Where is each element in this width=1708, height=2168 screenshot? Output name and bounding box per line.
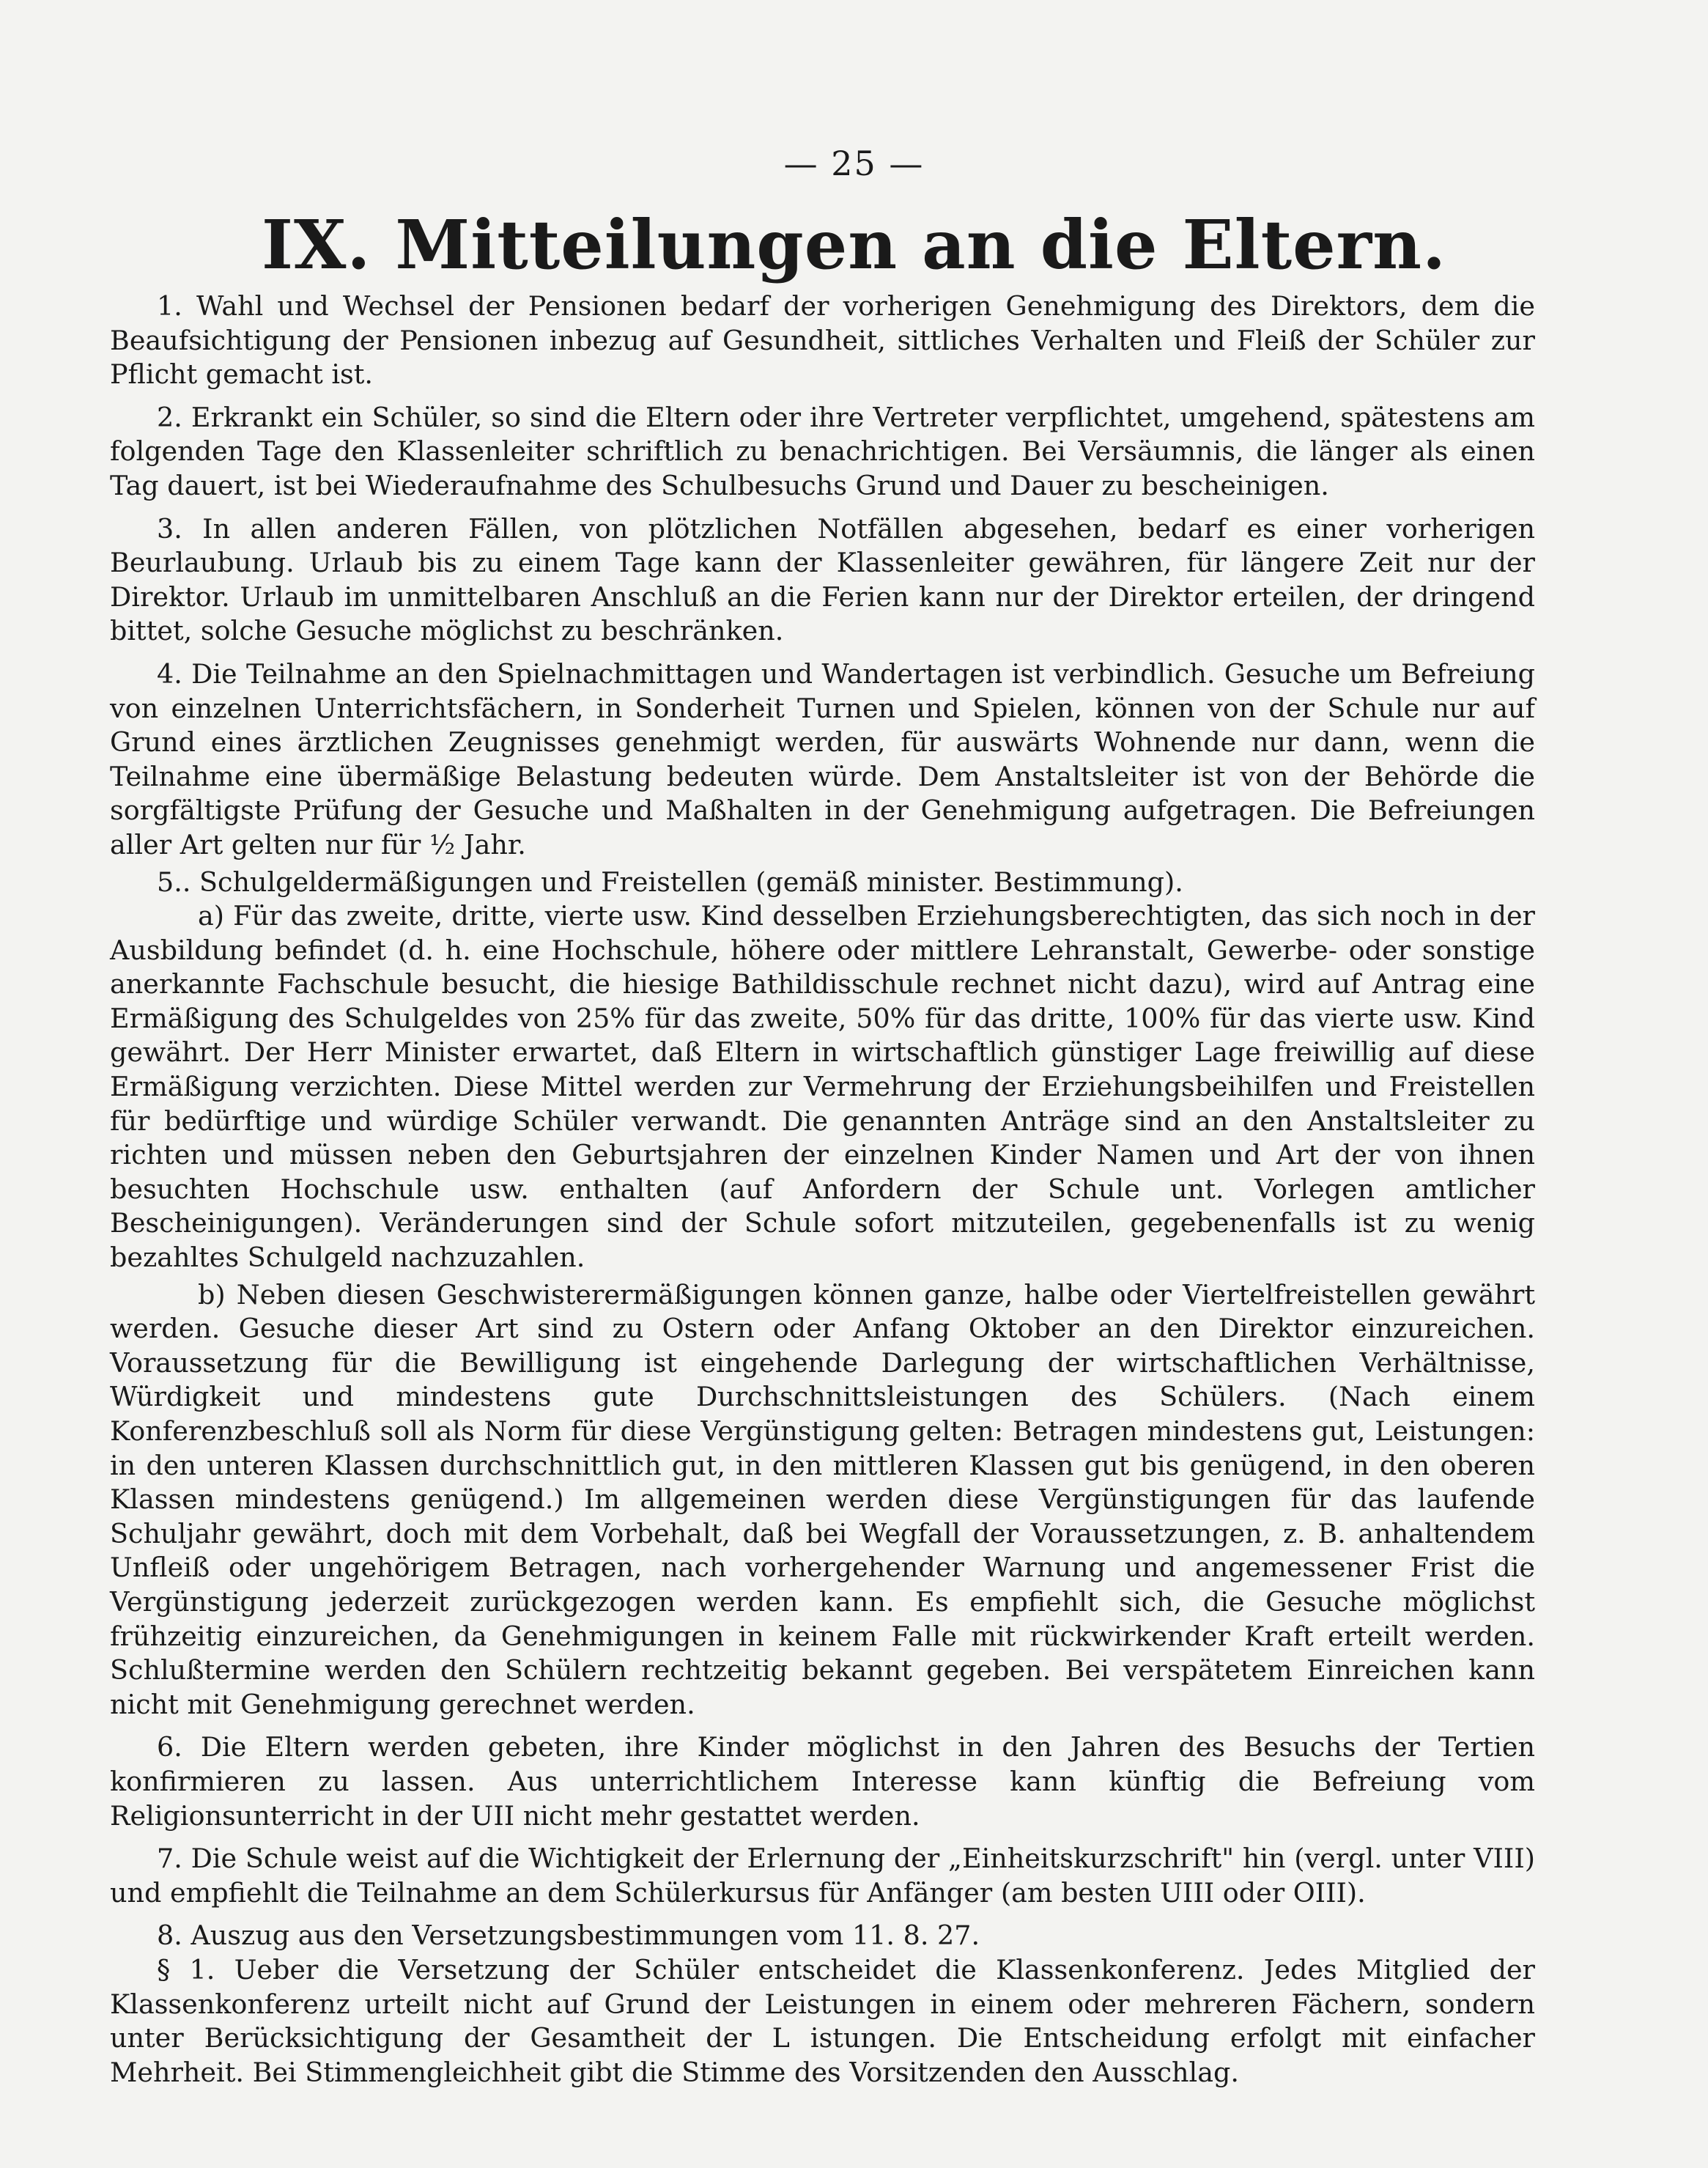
paragraph-4-spielnachmittage: 4. Die Teilnahme an den Spielnachmittagen und Wandertagen ist verbindlich. Gesuche um Befreiung von einzelnen Unterrichtsfächern, in Sonderheit Turnen und Spielen, können von der Schule nur auf Grund eines ärztlichen Zeugnisses genehmigt werden, für auswärts Wohnende nur dann, wenn die Teilnahme eine übermäßige Belastung bedeuten würde. Dem Anstaltsleiter ist von der Behörde die sorgfältigste Prüfung der Gesuche und Maßhalten in der Genehmigung aufgetragen. Die Befreiungen aller Art gelten nur für ½ Jahr. <box>110 657 1535 860</box>
page-number: — 25 — <box>783 144 925 183</box>
page-title: IX. Mitteilungen an die Eltern. <box>261 205 1447 284</box>
body-text <box>110 290 1535 2093</box>
paragraph-5-schulgeld-heading: 5.. Schulgeldermäßigungen und Freistellen (gemäß minister. Bestimmung). <box>157 866 1183 898</box>
paragraph-5a-geschwisterermaessigung: a) Für das zweite, dritte, vierte usw. Kind desselben Erziehungsberechtigten, das sich noch in der Ausbildung befindet (d. h. eine Hochschule, höhere oder mittlere Lehranstalt, Gewerbe- oder sonstige anerkannte Fachschule besucht, die hiesige Bathildisschule rechnet nicht dazu), wird auf Antrag eine Ermäßigung des Schulgeldes von 25% für das zweite, 50% für das dritte, 100% für das vierte usw. Kind gewährt. Der Herr Minister erwartet, daß Eltern in wirtschaftlich günstiger Lage freiwillig auf diese Ermäßigung verzichten. Diese Mittel werden zur Vermehrung der Erziehungsbeihilfen und Freistellen für bedürftige und würdige Schüler verwandt. Die genannten Anträge sind an den Anstaltsleiter zu richten und müssen neben den Geburtsjahren der einzelnen Kinder Namen und Art der von ihnen besuchten Hochschule usw. enthalten (auf Anfordern der Schule unt. Vorlegen amtlicher Bescheinigungen). Veränderungen sind der Schule sofort mitzuteilen, gegebenenfalls ist zu wenig bezahltes Schulgeld nachzuzahlen. <box>110 900 1535 1274</box>
paragraph-3-beurlaubung: 3. In allen anderen Fällen, von plötzlichen Notfällen abgesehen, bedarf es einer vorherigen Beurlaubung. Urlaub bis zu einem Tage kann der Klassenleiter gewähren, für längere Zeit nur der Direktor. Urlaub im unmittelbaren Anschluß an die Ferien kann nur der Direktor erteilen, der dringend bittet, solche Gesuche möglichst zu beschränken. <box>110 512 1535 647</box>
paragraph-1-pensionen: 1. Wahl und Wechsel der Pensionen bedarf der vorherigen Genehmigung des Direktors, dem die Beaufsichtigung der Pensionen inbezug auf Gesundheit, sittliches Verhalten und Fleiß der Schüler zur Pflicht gemacht ist. <box>110 290 1535 391</box>
paragraph-8-section-1: § 1. Ueber die Versetzung der Schüler entscheidet die Klassenkonferenz. Jedes Mitglied der Klassenkonferenz urteilt nicht auf Grund der Leistungen in einem oder mehreren Fächern, sondern unter Berücksichtigung der Gesamtheit der L istungen. Die Entscheidung erfolgt mit einfacher Mehrheit. Bei Stimmengleichheit gibt die Stimme des Vorsitzenden den Ausschlag. <box>110 1953 1535 2088</box>
paragraph-2-erkrankung: 2. Erkrankt ein Schüler, so sind die Eltern oder ihre Vertreter verpflichtet, umgehend, spätestens am folgenden Tage den Klassenleiter schriftlich zu benachrichtigen. Bei Versäumnis, die länger als einen Tag dauert, ist bei Wiederaufnahme des Schulbesuchs Grund und Dauer zu bescheinigen. <box>110 401 1535 501</box>
paragraph-7-einheitskurzschrift: 7. Die Schule weist auf die Wichtigkeit der Erlernung der „Einheitskurzschrift" hin (vergl. unter VIII) und empfiehlt die Teilnahme an dem Schülerkursus für Anfänger (am besten UIII oder OIII). <box>110 1843 1535 1909</box>
paragraph-8-versetzung-heading: 8. Auszug aus den Versetzungsbestimmungen vom 11. 8. 27. <box>157 1920 980 1952</box>
paragraph-5b-freistellen: b) Neben diesen Geschwisterermäßigungen können ganze, halbe oder Viertelfreistellen gewährt werden. Gesuche dieser Art sind zu Ostern oder Anfang Oktober an den Direktor einzureichen. Voraussetzung für die Bewilligung ist eingehende Darlegung der wirtschaftlichen Verhältnisse, Würdigkeit und mindestens gute Durchschnittsleistungen des Schülers. (Nach einem Konferenzbeschluß soll als Norm für diese Vergünstigung gelten: Betragen mindestens gut, Leistungen: in den unteren Klassen durchschnittlich gut, in den mittleren Klassen gut bis genügend, in den oberen Klassen mindestens genügend.) Im allgemeinen werden diese Vergünstigungen für das laufende Schuljahr gewährt, doch mit dem Vorbehalt, daß bei Wegfall der Voraussetzungen, z. B. anhaltendem Unfleiß oder ungehörigem Betragen, nach vorhergehender Warnung und angemessener Frist die Vergünstigung jederzeit zurückgezogen werden kann. Es empfiehlt sich, die Gesuche möglichst frühzeitig einzureichen, da Genehmigungen in keinem Falle mit rückwirkender Kraft erteilt werden. Schlußtermine werden den Schülern rechtzeitig bekannt gegeben. Bei verspätetem Einreichen kann nicht mit Genehmigung gerechnet werden. <box>110 1278 1535 1720</box>
paragraph-6-konfirmation: 6. Die Eltern werden gebeten, ihre Kinder möglichst in den Jahren des Besuchs der Tertien konfirmieren zu lassen. Aus unterrichtlichem Interesse kann künftig die Befreiung vom Religionsunterricht in der UII nicht mehr gestattet werden. <box>110 1731 1535 1832</box>
